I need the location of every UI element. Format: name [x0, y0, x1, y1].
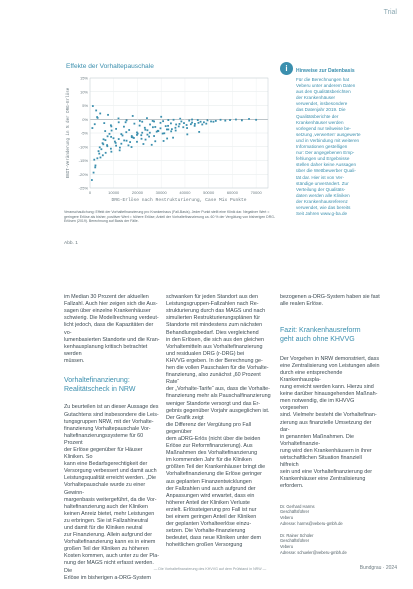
figure-label: Abb. 1 [64, 241, 78, 246]
scatter-point [170, 122, 172, 124]
column-1 [64, 287, 162, 589]
scatter-point [125, 121, 127, 123]
x-tick-label: 10000 [108, 190, 120, 195]
info-icon [280, 62, 293, 75]
sidebar-title: Hinweise zur Datenbasis [296, 68, 355, 74]
scatter-point [248, 118, 250, 120]
scatter-point [148, 136, 150, 138]
scatter-point [102, 154, 104, 156]
footer-page-info: Bundgrau · 2024 [359, 565, 397, 571]
scatter-point [173, 119, 175, 121]
scatter-point [151, 144, 153, 146]
scatter-point [115, 128, 117, 130]
scatter-point [123, 140, 125, 142]
scatter-point [132, 115, 134, 117]
scatter-point [141, 138, 143, 140]
y-tick-label: -15% [78, 158, 88, 163]
x-tick-label: 40000 [179, 190, 191, 195]
scatter-point [118, 121, 120, 123]
x-tick-label: 30000 [155, 190, 167, 195]
chart-title: Effekte der Vorhaltepauschale [66, 63, 154, 70]
scatter-point [119, 147, 121, 149]
scatter-point [157, 130, 159, 132]
scatter-point [171, 128, 173, 130]
scatter-point [197, 119, 199, 121]
scatter-point [215, 120, 217, 122]
scatter-point [203, 121, 205, 123]
scatter-point [152, 126, 154, 128]
scatter-point [93, 159, 95, 161]
x-axis-label: DRG-Erlöse nach Restrukturierung, Case Mix Punkte [111, 198, 247, 203]
scatter-point [166, 129, 168, 131]
scatter-point [183, 122, 185, 124]
col3-body-text: Der Vorgehen in NRW demonstriert, dass eine Zentralisierung von Leistungen allein durch eine entsprechende Krankenhauspla- nung erreicht werden kann. Hierzu sind keine darüber hinausgehenden Maßnah- men notwendig, die im KHVVG vorgesehen sind. Vielmehr besteht die Vorhaltefinan- zierung aus finanzielle Umsetzung der dar- in genannten Maßnahmen. Die Vorhaltefinanzie- rung wird den Krankenhäusern in ihrer wirtschaftlichen Situation finanziell hilfreich sein und eine Vorhaltefinanzierung der Krankenhäuser eine Zentralisierung erfordern. [280, 355, 380, 490]
scatter-point [129, 141, 131, 143]
scatter-point [201, 124, 203, 126]
scatter-point [175, 130, 177, 132]
x-tick-label: 70000 [250, 190, 262, 195]
scatter-point [213, 121, 215, 123]
scatter-point [139, 125, 141, 127]
scatter-point [191, 122, 193, 124]
scatter-point [160, 127, 162, 129]
scatter-point [144, 127, 146, 129]
scatter-point [255, 119, 257, 121]
scatter-point [133, 123, 135, 125]
scatter-point [200, 121, 202, 123]
scatter-chart [64, 74, 272, 206]
sidebar-body: Für die Berechnungen hat Veberu unter anderem Daten aus den Qualitätsberichten der Krankenhäuser verwendet, insbesondere das Datenjahr 2019. Die Qualitätsberichte der Krankenhäuser werden vorlegend nur teilweise be- setzung ‚verwerten‘ ausgewerte und in Verbindung mit weiteren Informationen gestelligen nur: Der angegebenen Emp- fehlungen und Ergebnisse stellen daher keine Aussagen über die Wettbewerber Quali- tät dar. Hier ist von Ver- ständige unverändert. Zur Verteilung der Qualitäts- daten werden alle Kliniken der Krankenhausreferenz verwendet, wie das bereits Seit Jahren www.g-ba.de [296, 77, 361, 217]
scatter-point [91, 179, 93, 181]
scatter-point [180, 121, 182, 123]
scatter-point [207, 119, 209, 121]
footer-running-title: — Die Vorhaltefinanzierung des KHVVG auf dem Prüfstand in NRW — [153, 567, 267, 571]
scatter-point [210, 121, 212, 123]
scatter-point [113, 137, 115, 139]
y-tick-label: 0% [82, 116, 88, 122]
scatter-point [123, 126, 125, 128]
scatter-point [110, 151, 112, 153]
scatter-point [95, 165, 97, 167]
scatter-point [115, 145, 117, 147]
scatter-point [98, 150, 100, 152]
scatter-point [165, 125, 167, 127]
scatter-point [162, 120, 164, 122]
scatter-point [119, 149, 121, 151]
col3-top-text: bezogenen a-DRG-System haben sie fast alle realen Erlöse. [280, 294, 380, 308]
scatter-point [98, 153, 100, 155]
scatter-point [96, 116, 98, 118]
scatter-point [160, 122, 162, 124]
scatter-point [229, 119, 231, 121]
scatter-point [144, 129, 146, 131]
scatter-point [224, 120, 226, 122]
y-tick-label: 15% [79, 75, 88, 81]
column-3 [280, 287, 380, 563]
scatter-point [106, 144, 108, 146]
scatter-point [205, 123, 207, 125]
scatter-point [179, 118, 181, 120]
scatter-point [131, 136, 133, 138]
scatter-point [156, 131, 158, 133]
scatter-point [94, 123, 96, 125]
scatter-point [91, 127, 93, 129]
scatter-point [125, 131, 127, 133]
y-tick-label: -25% [78, 185, 88, 191]
scatter-point [186, 133, 188, 135]
scatter-point [154, 126, 156, 128]
scatter-point [100, 148, 102, 150]
scatter-point [190, 123, 192, 125]
scatter-point [122, 135, 124, 137]
scatter-point [141, 121, 143, 123]
scatter-point [99, 146, 101, 148]
scatter-point [128, 144, 130, 146]
scatter-point [179, 123, 181, 125]
section-heading-realitaetscheck: Vorhaltefinanzierung: Realitätscheck in NRW [64, 377, 136, 393]
scatter-point [136, 134, 138, 136]
scatter-point [147, 134, 149, 136]
scatter-point [198, 131, 200, 133]
chart-svg [64, 74, 272, 206]
scatter-point [143, 143, 145, 145]
scatter-point [92, 105, 94, 107]
y-tick-label: -20% [78, 171, 88, 177]
scatter-point [167, 119, 169, 121]
y-tick-label: 10% [79, 89, 88, 95]
scatter-point [188, 120, 190, 122]
column-2 [166, 287, 274, 557]
scatter-point [241, 119, 243, 121]
scatter-point [104, 130, 106, 132]
scatter-point [147, 129, 149, 131]
scatter-point [115, 142, 117, 144]
scatter-point [167, 125, 169, 127]
section-heading-fazit: Fazit: Krankenhausreform geht auch ohne KHVVG [280, 327, 361, 343]
y-tick-label: -10% [78, 144, 88, 150]
scatter-point [194, 125, 196, 127]
col2-body-text: schwanken für jeden Standort aus den Leistungsgruppen-Fallzahlen nach Re- strukturierung durch das MAGS und nach simulierten Restrukturierungsplänen für Standorte mit mindestens zum nächsten Behandlungsbedarf. Dies vergleichend in den Erlösen, die sich aus den gleichen Vorhaltemitteln aus Vorhaltefinanzierung und residualen DRG (r-DRG) bei KHVVG ergeben. In der Berechnung ge- hen die vollen Pauschalen für die Vorhalte- finanzierung, also zunächst „60 Prozent Rate“ der „Vorhalte-Tarife“ aus, dass die Vorhalte- finanzierung mehr als Pauschalfinanzierung weniger Standorte versorgt und das Er- gebnis gegenüber Vorjahr ausgeglichen ist. Der Grafik zeigt die Differenz der Vergütung pro Fall gegenüber dem aDRG-Erlös (nicht über die beiden Erlöse zur Reformfinanzierung). Aus Maßnahmen des Vorhaltefinanzierung im kommenden Jahr für die Kliniken größten Teil der Krankenhäuser bringt die Vorhaltefinanzierung die Erlöse geringer aus geplanten Finanzentwicklungen der Fallzahlen und auch aufgrund der Anpassungen wird erwartet, dass ein höherer Anteil der Kliniken Verluste erzielt. Erlössteigerung pro Fall ist nur bei einem geringen Anteil der Kliniken der geplanten Vorhalteerlöse einzu- setzen. Die Vorhalte-finanzierung bedeutet, dass neue Kliniken unter dem hoheitlichen großen Versorgung [166, 294, 271, 549]
scatter-point [191, 119, 193, 121]
scatter-point [94, 166, 96, 168]
scatter-point [95, 110, 97, 112]
scatter-point [99, 113, 101, 115]
scatter-point [110, 126, 112, 128]
scatter-point [100, 157, 102, 159]
y-tick-label: -5% [80, 130, 88, 136]
scatter-point [149, 132, 151, 134]
scatter-point [103, 138, 105, 140]
scatter-point [110, 136, 112, 138]
scatter-point [154, 140, 156, 142]
scatter-point [198, 122, 200, 124]
y-tick-label: 5% [82, 103, 88, 108]
scatter-point [166, 138, 168, 140]
scatter-point [96, 157, 98, 159]
scatter-point [118, 118, 120, 120]
scatter-point [160, 116, 162, 118]
scatter-point [136, 141, 138, 143]
x-tick-label: 60000 [226, 190, 238, 195]
scatter-point [118, 138, 120, 140]
scatter-point [128, 129, 130, 131]
scatter-point [139, 120, 141, 122]
scatter-point [163, 132, 165, 134]
header-tag: Trial [383, 9, 397, 16]
scatter-point [145, 139, 147, 141]
info-icon-letter: i [285, 64, 288, 73]
y-axis-label: EBIT-Veränderung in % der DRG-Erlöse [67, 87, 71, 179]
scatter-point [141, 132, 143, 134]
scatter-point [175, 127, 177, 129]
scatter-point [120, 143, 122, 145]
scatter-point [149, 124, 151, 126]
scatter-point [107, 114, 109, 116]
scatter-point [153, 121, 155, 123]
authors-block: Dr. Gerhard Harms Geschäftsführer Veberu Adresse: harms@veberu-gmbh.de Dr. Rainer Schüler Geschäftsführer Veberu Adresse: schueler@veberu-gmbh.de [280, 503, 347, 555]
scatter-point [111, 130, 113, 132]
scatter-point [131, 146, 133, 148]
scatter-point [126, 140, 128, 142]
x-tick-label: 0 [88, 190, 92, 195]
scatter-point [220, 119, 222, 121]
scatter-point [163, 140, 165, 142]
scatter-point [162, 133, 164, 135]
scatter-point [170, 130, 172, 132]
scatter-point [107, 135, 109, 137]
scatter-point [186, 124, 188, 126]
scatter-point [194, 123, 196, 125]
scatter-point [235, 119, 237, 121]
scatter-point [105, 139, 107, 141]
scatter-point [182, 126, 184, 128]
scatter-point [146, 117, 148, 119]
scatter-point [110, 148, 112, 150]
scatter-point [186, 127, 188, 129]
scatter-point [102, 142, 104, 144]
scatter-point [103, 122, 105, 124]
scatter-point [126, 119, 128, 121]
col1-top-text: im Median 30 Prozent der aktuellen Fallzahl. Auch hier zeigen sich die Aus- sagen über einzelne Krankenhäuser schwierig. Die Modellrechnung verdeut- licht jedoch, dass die Kapazitäten der vo- lumenbasierten Standorte und die Kran- kenhausplanung kritisch betrachtet werden müssen. [64, 294, 160, 364]
scatter-point [175, 124, 177, 126]
scatter-point [140, 134, 142, 136]
scatter-point [93, 172, 95, 174]
scatter-point [172, 137, 174, 139]
x-tick-label: 20000 [131, 190, 144, 195]
scatter-point [105, 152, 107, 154]
scatter-point [178, 126, 180, 128]
x-tick-label: 50000 [203, 190, 215, 195]
chart-caption: Veranschaulichung: Effekt der Vorhaltefinanzierung pro Krankenhaus (Fall-Basis). Jeder Punkt stellt eine Klinik dar. Negativer Wert = geringere Erlöse als bisher, positiver Wert = höhere Erlöse; Anteil der Vorhaltefinanzierung ca. 60 % der Vergütung von bisherigen DRG-Erlösen (2019). Berechnung auf Basis der Fälle. [64, 210, 276, 224]
col1-body-text: Zu beurteilen ist an dieser Aussage des Gutachtens sind insbesondere die Leis- tungsgruppen NRW, mit der Vorhalte- finanzierung Vorhaltepauschale Vor- haltefinanzierungssysteme für 60 Prozent der Erlöse gegenüber für Häuser Kliniken. So kann eine Bedarfsgerechtigkeit der Versorgung verbessert und damit auch Leistungsqualität erreicht werden. „Die Vorhaltepauschale wurde zu einer Gewinn- margenbasis weitergeführt, da die Vor- haltefinanzierung auch der Kliniken keinen Anreiz bietet, mehr Leistungen zu erbringen. Sie ist Fallzahlneutral und damit für die Kliniken neutral zur Finanzierung. Allein aufgrund der Vorhaltefinanzierung kann es in einem großen Teil der Kliniken zu höheren Kosten kommen, auch unter zu der Pla- nung der MAGS nicht erfasst werden. Die Erlöse im bisherigen a-DRG-System [64, 404, 159, 581]
scatter-point [109, 133, 111, 135]
scatter-point [153, 135, 155, 137]
